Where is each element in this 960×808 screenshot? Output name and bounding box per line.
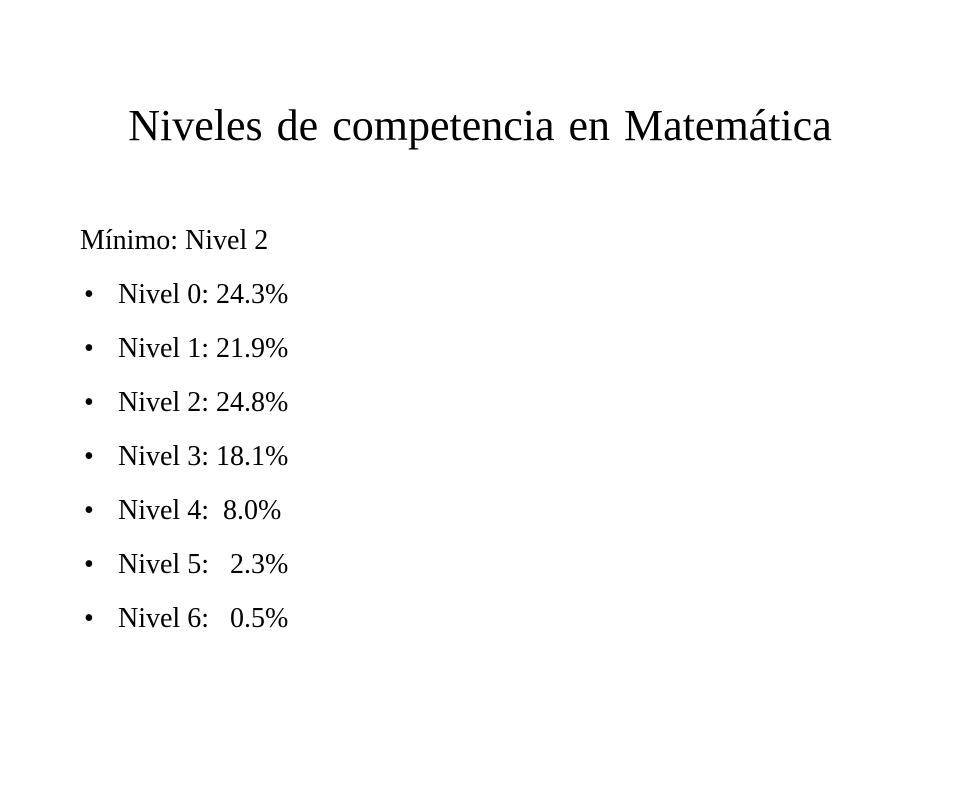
slide-content xyxy=(80,214,880,646)
level-item-5 xyxy=(80,538,880,592)
bullet-icon: • xyxy=(84,603,94,634)
bullet-icon: • xyxy=(84,387,94,418)
level-item-2 xyxy=(80,376,880,430)
level-item-label: Nivel 0: 24.3% xyxy=(118,279,289,310)
bullet-icon: • xyxy=(84,441,94,472)
level-item-label: Nivel 4: 8.0% xyxy=(118,495,282,526)
bullet-icon: • xyxy=(84,549,94,580)
level-item-0 xyxy=(80,268,880,322)
level-item-label: Nivel 3: 18.1% xyxy=(118,441,289,472)
bullet-icon: • xyxy=(84,333,94,364)
level-item-1 xyxy=(80,322,880,376)
level-item-label: Nivel 1: 21.9% xyxy=(118,333,289,364)
level-item-3 xyxy=(80,430,880,484)
level-item-6 xyxy=(80,592,880,646)
level-item-4 xyxy=(80,484,880,538)
bullet-icon: • xyxy=(84,279,94,310)
bullet-icon: • xyxy=(84,495,94,526)
level-list xyxy=(80,268,880,646)
level-item-label: Nivel 6: 0.5% xyxy=(118,603,289,634)
subheading-minimum-level: Mínimo: Nivel 2 xyxy=(80,225,269,256)
slide-title: Niveles de competencia en Matemática xyxy=(128,101,832,150)
level-item-label: Nivel 2: 24.8% xyxy=(118,387,289,418)
level-item-label: Nivel 5: 2.3% xyxy=(118,549,289,580)
